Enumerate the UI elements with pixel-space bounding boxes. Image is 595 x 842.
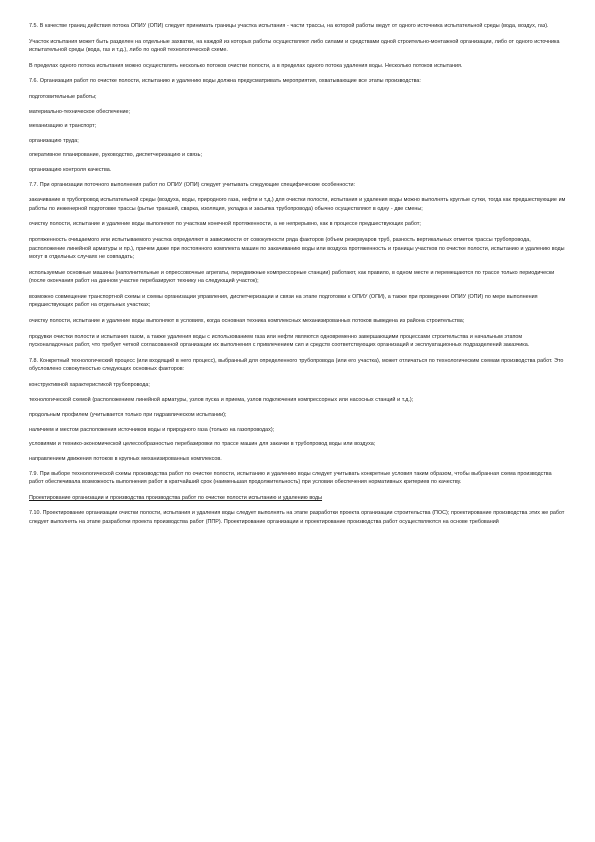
list-item: условиями и технико-экономической целесообразностью перебазировки по трассе машин для закачки в трубопровод воды или воздуха; <box>29 441 376 448</box>
list-item: организацию контроля качества. <box>29 166 112 173</box>
list-item: конструктивной характеристикой трубопровода; <box>29 382 150 389</box>
paragraph-7-7: 7.7. При организации поточного выполнения работ по ОПИУ (ОПИ) следует учитывать следующие специфические особенности: <box>29 181 355 188</box>
paragraph-7-5: 7.5. В качестве границ действия потока ОПИУ (ОПИ) следует принимать границы участка испытания - части трассы, на которой работы ведут от одного источника испытательной среды (вода, воздух, газ). <box>29 23 549 29</box>
list-item: закачивание в трубопровод испытательной среды (воздуха, воды, природного газа, нефти и т.д.) для очистки полости, испытания и удаления воды можно выполнять круглые сутки, тогда как предшествующие им работы по инженерной подготовке трассы (рытье траншей, сварка, изоляция, укладка и засыпка трубопровода) обычно осуществляют в одну - две смены; <box>29 197 566 212</box>
list-item: подготовительные работы; <box>29 93 97 100</box>
list-item: оперативное планирование, руководство, диспетчеризацию и связь; <box>29 152 202 159</box>
paragraph: В пределах одного потока испытания можно осуществлять несколько потоков очистки полости, а в пределах одного потока удаления воды. Несколько потоков испытания. <box>29 62 463 69</box>
paragraph-7-10: 7.10. Проектирование организации очистки полости, испытания и удаления воды следует выполнять на этапе разработки проекта организации строительства (ПОС); проектирование производства этих же работ следует выполнять на этапе разработки проекта производства работ (ППР). Проектирование организации и проектирование производства работ осуществляются на основе требований <box>29 510 565 525</box>
list-item: организацию труда; <box>29 137 79 144</box>
list-item: возможно совмещение транспортной схемы и схемы организации управления, диспетчеризации и связи на этапе подготовки к ОПИУ (ОПИ), а также при проведении ОПИУ (ОПИ) по мере выполнения предшествующих работ на отдельных участках; <box>29 293 538 309</box>
list-item: очистку полости, испытание и удаление воды выполняют в условиях, когда основная техника комплексных механизированных потоков выведена из района строительства; <box>29 318 465 325</box>
paragraph: Участок испытания может быть разделен на отдельные захватки, на каждой из которых работы осуществляют либо силами и средствами одной строительно-монтажной организации, либо от одного источника испытательной среды (вода, газ и т.д.), либо по одной технологической схеме. <box>29 38 560 54</box>
section-heading: Проектирование организации и производства производства работ по очистке полости испытанию и удалению воды <box>29 494 323 501</box>
list-item: протяженность очищаемого или испытываемого участка определяют в зависимости от совокупности ряда факторов (объем резервуаров труб, разность вертикальных отметок трассы трубопровода, расположение линейной арматуры и пр.), причем даже при постоянного комплекта машин по закачиванию воды или воздуха протяженность и границы участков по очистке полости, испытанию и удалению воды могут в отдельных случаях не совпадать; <box>29 236 565 261</box>
list-item: очистку полости, испытание и удаление воды выполняют по участкам конечной протяженности, а не непрерывно, как в процессе предшествующих работ; <box>29 221 421 228</box>
list-item: продольным профилем (учитывается только при гидравлическом испытании); <box>29 412 227 419</box>
list-item: используемые основные машины (наполнительные и опрессовочные агрегаты, передвижные компрессорные станции) работают, как правило, в одном месте и перемещаются по трассе только периодически (после окончания работ на данном участке перебазируют технику на следующий участок); <box>29 269 555 285</box>
list-item: наличием и местом расположения источников воды и природного газа (только на газопроводах); <box>29 426 275 433</box>
document-body <box>29 22 567 534</box>
list-item: материально-техническое обеспечение; <box>29 108 131 115</box>
paragraph-7-8: 7.8. Конкретный технологический процесс (или входящий в него процесс), выбранный для определенного трубопровода (или его участка), может отличаться по технологическим схемам производства работ. Это обусловлено совокупностью следующих основных факторов: <box>29 357 564 373</box>
list-item: направлением движения потоков в крупных механизированных комплексов. <box>29 456 222 462</box>
list-item: продувки очистки полости и испытания газом, а также удаления воды с использованием газа или нефти являются одновременно завершающими процессами строительства и начальным этапом пусконаладочных работ, что требует четкой согласованной организации их выполнения с привлечением сил и средств соответствующих организаций и эксплуатационных подразделений заказчика. <box>29 333 530 349</box>
list-item: механизацию и транспорт; <box>29 123 97 130</box>
paragraph-7-6: 7.6. Организация работ по очистке полости, испытанию и удалению воды должна предусматривать мероприятия, охватывающие все этапы производства: <box>29 78 421 85</box>
paragraph-7-9: 7.9. При выборе технологической схемы производства работ по очистке полости, испытанию и удалению воды следует учитывать конкретные условия таким образом, чтобы выбранная схема производства работ обеспечивала возможность выполнения работ в кратчайший срок (наименьшая продолжительность) при условии обеспечения нормативных критериев по качеству. <box>29 470 552 486</box>
list-item: технологической схемой (расположением линейной арматуры, узлов пуска и приема, узлов подключения компрессорных или насосных станций и т.д.); <box>29 396 414 403</box>
